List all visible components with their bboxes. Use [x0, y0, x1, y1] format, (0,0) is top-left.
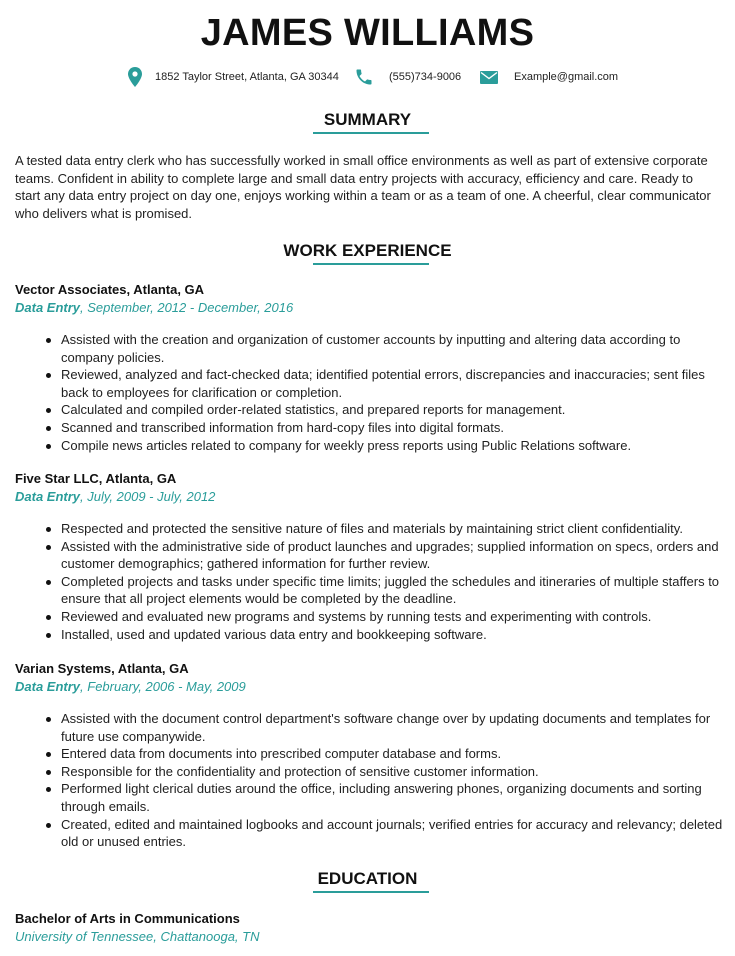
contact-bar — [0, 66, 735, 88]
summary-heading: SUMMARY — [323, 110, 412, 129]
summary-rule — [313, 132, 429, 134]
resume-name: JAMES WILLIAMS — [200, 12, 535, 54]
work-experience-rule — [313, 263, 429, 265]
list-item: Scanned and transcribed information from hard-copy files into digital formats. — [15, 419, 725, 437]
phone-text: (555)734-9006 — [389, 71, 462, 83]
map-pin-icon — [128, 67, 142, 87]
contact-address — [128, 66, 339, 88]
job-role-line — [15, 488, 725, 506]
job-entry — [15, 281, 725, 454]
contact-phone — [354, 66, 461, 88]
list-item: Installed, used and updated various data entry and bookkeeping software. — [15, 626, 725, 644]
job-bullets — [15, 710, 725, 851]
job-title: Data Entry — [15, 489, 81, 504]
list-item: Assisted with the administrative side of product launches and upgrades; supplied information on specs, orders and customer demographics; gathered information for further review. — [15, 538, 725, 573]
education-degree: Bachelor of Arts in Communications — [15, 911, 240, 926]
job-bullets — [15, 520, 725, 643]
job-title: Data Entry — [15, 679, 81, 694]
phone-icon — [354, 67, 374, 87]
envelope-icon — [480, 71, 498, 84]
education-heading: EDUCATION — [317, 869, 418, 888]
list-item: Reviewed, analyzed and fact-checked data; identified potential errors, discrepancies and inaccuracies; sent files back to employees for clarification or completion. — [15, 366, 725, 401]
job-entry — [15, 470, 725, 643]
job-title: Data Entry — [15, 300, 81, 315]
job-role-line — [15, 678, 725, 696]
summary-text: A tested data entry clerk who has successfully worked in small office environments as well as part of extensive corporate teams. Confident in ability to complete large and small data entry projects with accuracy, efficiency and care. Ready to start any data entry project on day one, enjoys working within a team or as a team of one. A cheerful, clear communicator who delivers what is promised. — [15, 153, 711, 221]
job-bullets — [15, 331, 725, 454]
job-company: Vector Associates, Atlanta, GA — [15, 282, 205, 297]
list-item: Entered data from documents into prescribed computer database and forms. — [15, 745, 725, 763]
email-text: Example@gmail.com — [514, 71, 619, 83]
address-text: 1852 Taylor Street, Atlanta, GA 30344 — [155, 71, 339, 83]
education-entry — [15, 910, 715, 946]
job-dates: , July, 2009 - July, 2012 — [80, 489, 216, 504]
job-company: Five Star LLC, Atlanta, GA — [15, 471, 177, 486]
list-item: Assisted with the creation and organization of customer accounts by inputting and altering data according to company policies. — [15, 331, 725, 366]
list-item: Compile news articles related to company for weekly press reports using Public Relations software. — [15, 437, 725, 455]
education-rule — [313, 891, 429, 893]
list-item: Calculated and compiled order-related statistics, and prepared reports for management. — [15, 401, 725, 419]
job-entry — [15, 660, 725, 851]
work-experience-heading: WORK EXPERIENCE — [283, 241, 452, 260]
job-dates: , February, 2006 - May, 2009 — [80, 679, 246, 694]
job-dates: , September, 2012 - December, 2016 — [80, 300, 294, 315]
list-item: Assisted with the document control department's software change over by updating documents and templates for future use companywide. — [15, 710, 725, 745]
list-item: Responsible for the confidentiality and protection of sensitive customer information. — [15, 763, 725, 781]
job-role-line — [15, 299, 725, 317]
list-item: Respected and protected the sensitive nature of files and materials by maintaining strict client confidentiality. — [15, 520, 725, 538]
list-item: Performed light clerical duties around the office, including answering phones, organizing documents and sorting through emails. — [15, 780, 725, 815]
list-item: Created, edited and maintained logbooks and account journals; verified entries for accuracy and relevancy; deleted old or unused entries. — [15, 816, 725, 851]
list-item: Reviewed and evaluated new programs and systems by running tests and experimenting with controls. — [15, 608, 725, 626]
job-company: Varian Systems, Atlanta, GA — [15, 661, 189, 676]
contact-email — [480, 66, 618, 88]
list-item: Completed projects and tasks under specific time limits; juggled the schedules and itineraries of multiple staffers to ensure that all project elements would be completed by the deadline. — [15, 573, 725, 608]
education-school: University of Tennessee, Chattanooga, TN — [15, 929, 260, 944]
